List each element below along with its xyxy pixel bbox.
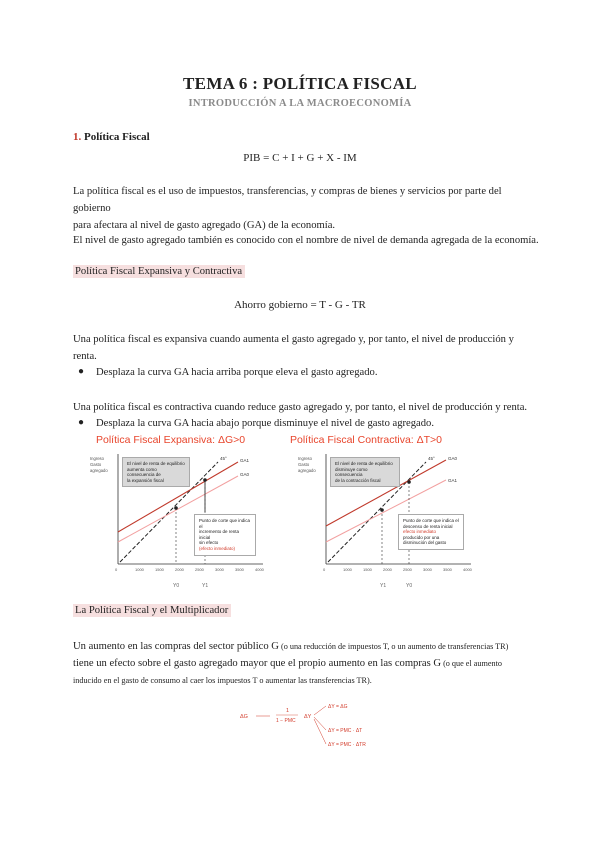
below-label-y0: Y0 bbox=[406, 583, 413, 589]
bullet-expansiva bbox=[78, 366, 378, 378]
paragraph-3-line1: Una política fiscal es expansiva cuando aumenta el gasto agregado y, por tanto, el nivel de producción y bbox=[73, 334, 514, 345]
x-tick-label: 3000 bbox=[423, 567, 432, 572]
x-tick-label: 1500 bbox=[155, 567, 164, 572]
below-label-y1: Y1 bbox=[202, 583, 209, 589]
chart-right-title: Política Fiscal Contractiva: ΔT>0 bbox=[290, 434, 443, 446]
paragraph-5-line1 bbox=[73, 638, 553, 655]
arrow-r1 bbox=[314, 706, 326, 715]
chart-left-title: Política Fiscal Expansiva: ΔG>0 bbox=[96, 434, 246, 446]
heading-multiplicador: La Política Fiscal y el Multiplicador bbox=[73, 604, 231, 617]
arrow-r3 bbox=[314, 719, 326, 744]
diagram-denominator: 1 − PMC bbox=[276, 718, 296, 724]
paragraph-3-line2: renta. bbox=[73, 351, 97, 362]
label-45: 45° bbox=[428, 456, 435, 461]
text-small: (o que el aumento bbox=[441, 659, 502, 668]
paragraph-3 bbox=[73, 331, 531, 365]
note-line: aumenta como consecuencia de bbox=[127, 466, 161, 478]
chart-left-note-1 bbox=[122, 457, 190, 487]
arrow-r2 bbox=[314, 717, 326, 730]
bullet-icon: ● bbox=[78, 366, 85, 377]
label-45: 45° bbox=[220, 456, 227, 461]
x-tick-label: 3500 bbox=[235, 567, 244, 572]
section-heading bbox=[73, 131, 150, 143]
section-title: Política Fiscal bbox=[84, 131, 150, 143]
x-tick-label: 1000 bbox=[135, 567, 144, 572]
note-line: efecto inmediato bbox=[403, 529, 437, 535]
bullet-text: Desplaza la curva GA hacia arriba porque eleva el gasto agregado. bbox=[96, 367, 378, 378]
bullet-icon: ● bbox=[78, 417, 85, 428]
formula-ahorro: Ahorro gobierno = T - G - TR bbox=[234, 299, 366, 311]
paragraph-2: El nivel de gasto agregado también es conocido con el nombre de nivel de demanda agregada de la economía. bbox=[73, 235, 539, 246]
equilibrium-point-1 bbox=[380, 508, 384, 512]
paragraph-1-line2: para afectara al nivel de gasto agregado (GA) de la economía. bbox=[73, 220, 336, 231]
formula-pib: PIB = C + I + G + X - IM bbox=[243, 152, 357, 164]
note-line: la expansión fiscal bbox=[127, 477, 164, 483]
note-line: (efecto inmediato) bbox=[199, 545, 236, 551]
x-tick-label: 2000 bbox=[175, 567, 184, 572]
paragraph-4: Una política fiscal es contractiva cuando reduce gasto agregado y, por tanto, el nivel de producción y renta. bbox=[73, 402, 528, 413]
y-axis-label-2: Gasto bbox=[298, 462, 310, 467]
result-1: ΔY = ΔG bbox=[328, 704, 348, 710]
result-2: ΔY = PMC · ΔT bbox=[328, 728, 363, 734]
text: tiene un efecto sobre el gasto agregado mayor que el propio aumento en las compras G bbox=[73, 658, 442, 669]
section-number: 1. bbox=[73, 131, 82, 143]
x-tick-label: 1500 bbox=[363, 567, 372, 572]
chart-left-note-2 bbox=[194, 514, 256, 556]
text-small: (o una reducción de impuestos T, o un aumento de transferencias TR) bbox=[278, 642, 509, 651]
equilibrium-point-1 bbox=[203, 478, 207, 482]
note-line: producido por una bbox=[403, 534, 440, 540]
x-tick-label: 4000 bbox=[255, 567, 264, 572]
label-ga1: GA1 bbox=[448, 478, 458, 483]
equilibrium-point-0 bbox=[174, 506, 178, 510]
page-title: TEMA 6 : POLÍTICA FISCAL bbox=[183, 74, 417, 93]
diagram-delta-g: ΔG bbox=[240, 714, 248, 720]
note-line: Punto de corte que indica el bbox=[403, 518, 459, 523]
y-axis-label-3: agregado bbox=[298, 468, 316, 473]
below-label-y0: Y0 bbox=[173, 583, 180, 589]
note-line: El nivel de renta de equilibrio bbox=[335, 461, 393, 466]
x-tick-label: 2000 bbox=[383, 567, 392, 572]
x-tick-label: 2500 bbox=[195, 567, 204, 572]
y-axis-label-1: Ingreso bbox=[298, 456, 312, 461]
paragraph-5-line2 bbox=[73, 655, 553, 672]
x-tick-label: 0 bbox=[323, 567, 326, 572]
result-3: ΔY = PMC · ΔTR bbox=[328, 742, 366, 748]
paragraph-5-line3 bbox=[73, 672, 553, 689]
label-ga0: GA0 bbox=[240, 472, 250, 477]
equilibrium-point-0 bbox=[407, 480, 411, 484]
note-line: de la contracción fiscal bbox=[335, 477, 381, 483]
x-tick-label: 1000 bbox=[343, 567, 352, 572]
chart-right-note-1 bbox=[330, 457, 400, 487]
x-tick-label: 3500 bbox=[443, 567, 452, 572]
text-small: inducido en el gasto de consumo al caer los impuestos T o aumentar las transferencias TR). bbox=[73, 676, 372, 685]
note-line: Punto de corte que indica el bbox=[199, 518, 251, 529]
paragraph-1 bbox=[73, 183, 531, 234]
note-line: disminuye como consecuencia bbox=[335, 466, 368, 478]
x-tick-label: 0 bbox=[115, 567, 118, 572]
bullet-text: Desplaza la curva GA hacia abajo porque disminuye el nivel de gasto agregado. bbox=[96, 418, 434, 429]
paragraph-5 bbox=[73, 638, 553, 689]
note-line: sin efecto bbox=[199, 540, 219, 546]
y-axis-label-2: Gasto bbox=[90, 462, 102, 467]
y-axis-label-1: Ingreso bbox=[90, 456, 104, 461]
text: Un aumento en las compras del sector público G bbox=[73, 641, 279, 652]
diagram-numerator: 1 bbox=[286, 708, 290, 714]
note-line: El nivel de renta de equilibrio bbox=[127, 461, 185, 466]
heading-expansiva-contractiva: Política Fiscal Expansiva y Contractiva bbox=[73, 265, 245, 278]
note-line: incremento de renta inicial bbox=[199, 529, 240, 540]
chart-right-note-2 bbox=[398, 514, 464, 550]
note-line: disminución del gasto bbox=[403, 540, 447, 546]
multiplier-diagram bbox=[240, 698, 390, 754]
x-tick-label: 2500 bbox=[403, 567, 412, 572]
label-ga0: GA0 bbox=[448, 456, 458, 461]
page-subtitle: INTRODUCCIÓN A LA MACROECONOMÍA bbox=[188, 98, 412, 109]
x-tick-label: 4000 bbox=[463, 567, 472, 572]
below-label-y1: Y1 bbox=[380, 583, 387, 589]
bullet-contractiva bbox=[78, 417, 434, 429]
x-tick-label: 3000 bbox=[215, 567, 224, 572]
note-line: descenso de renta inicial bbox=[403, 523, 453, 529]
diagram-delta-y: ΔY bbox=[304, 714, 312, 720]
label-ga1: GA1 bbox=[240, 458, 250, 463]
paragraph-1-line1: La política fiscal es el uso de impuestos, transferencias, y compras de bienes y servicios por parte del gobierno bbox=[73, 186, 502, 214]
y-axis-label-3: agregado bbox=[90, 468, 108, 473]
